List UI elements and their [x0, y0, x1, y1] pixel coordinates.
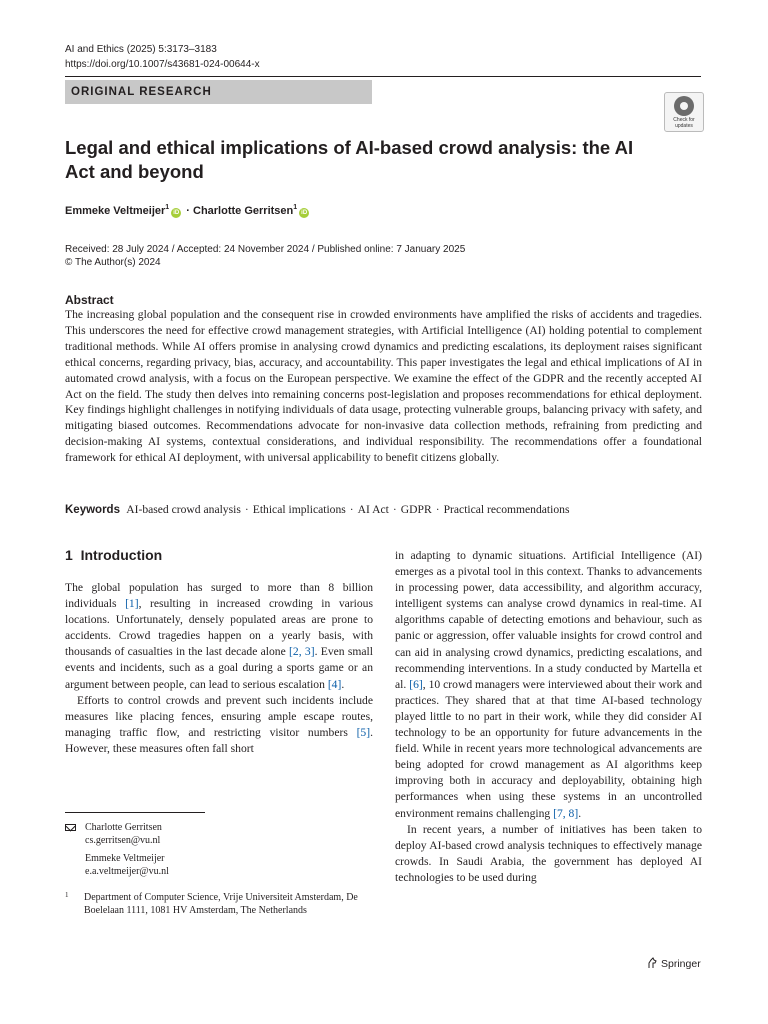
citation-link[interactable]: [6] [409, 677, 423, 691]
abstract-heading: Abstract [65, 293, 114, 307]
keyword-separator: · [349, 503, 354, 516]
author-separator: · [186, 205, 190, 217]
paragraph-text: . [341, 677, 345, 691]
publication-dates [65, 243, 465, 269]
contact-name: Emmeke Veltmeijer [85, 853, 165, 864]
citation-link[interactable]: [1] [125, 597, 139, 611]
keyword-separator: · [392, 503, 397, 516]
crossmark-label: Check for updates [673, 117, 695, 129]
keyword: Ethical implications [252, 503, 346, 516]
left-column [65, 580, 373, 757]
section-number: 1 [65, 547, 73, 563]
affiliation-footnote [65, 891, 365, 917]
author-name[interactable]: Emmeke Veltmeijer [65, 205, 166, 217]
history-dates: Received: 28 July 2024 / Accepted: 24 November 2024 / Published online: 7 January 2025 [65, 244, 466, 255]
contact-name: Charlotte Gerritsen [85, 822, 162, 833]
orcid-icon[interactable]: iD [301, 210, 308, 216]
paragraph [65, 693, 373, 757]
contact-entry [85, 852, 169, 878]
paragraph-text: . [578, 806, 582, 820]
contact-email[interactable]: e.a.veltmeijer@vu.nl [85, 866, 169, 877]
contact-entry [85, 821, 169, 847]
keywords-line [65, 503, 702, 516]
citation-link[interactable]: [7, 8] [553, 806, 579, 820]
footnote-rule [65, 812, 205, 813]
orcid-icon[interactable]: iD [173, 210, 180, 216]
right-column [395, 548, 702, 886]
citation-link[interactable]: [2, 3] [289, 645, 315, 659]
affiliation-number: 1 [65, 891, 69, 899]
paragraph-text: The global population has surged to more than 8 billion individuals [65, 581, 373, 611]
paragraph [395, 548, 702, 822]
keyword: Practical recommendations [443, 503, 570, 516]
paragraph-text: , resulting in increased crowding in various locations. Unfortunately, densely populated areas are prone to accidents. Crowd tragedies happen on a yearly basis, with thousands of casualties in the last decade alone [65, 597, 373, 659]
crossmark-icon [674, 96, 694, 116]
section-title: Introduction [80, 547, 163, 563]
keyword: AI-based crowd analysis [126, 503, 241, 516]
author-affiliation-mark: 1 [293, 204, 298, 211]
keyword-separator: · [435, 503, 440, 516]
paragraph [65, 580, 373, 693]
paragraph-text: Efforts to control crowds and prevent such incidents include measures like placing fences, ensuring ample escape routes, managing traffic flow, and restricting visitor numbers [65, 693, 373, 739]
springer-horse-icon [646, 957, 658, 969]
article-type-banner: ORIGINAL RESEARCH [65, 80, 372, 104]
section-heading [65, 547, 162, 563]
paragraph-text: . Even small events and incidents, such as a goal during a sports game or an argument between people, can lead to serious escalation [65, 645, 373, 691]
journal-citation: AI and Ethics (2025) 5:3173–3183 [65, 44, 217, 55]
citation-link[interactable]: [5] [356, 725, 371, 739]
doi-link[interactable]: https://doi.org/10.1007/s43681-024-00644-x [65, 59, 260, 70]
keyword: AI Act [357, 503, 389, 516]
header-rule [65, 76, 701, 77]
copyright-line: © The Author(s) 2024 [65, 257, 161, 268]
citation-link[interactable]: [4] [327, 677, 342, 691]
paragraph [395, 822, 702, 886]
publisher-logo[interactable] [646, 957, 701, 970]
author-affiliation-mark: 1 [165, 204, 170, 211]
contact-email[interactable]: cs.gerritsen@vu.nl [85, 835, 161, 846]
paragraph-text: In recent years, a number of initiatives has been taken to deploy AI-based crowd analysis techniques to effectively manage crowds. In Saudi Arabia, the government has deployed AI technologies to be used during [395, 822, 702, 884]
keywords-label: Keywords [65, 504, 120, 516]
paragraph-text: . However, these measures often fall short [65, 725, 373, 755]
crossmark-badge[interactable] [664, 92, 704, 132]
author-list [65, 204, 311, 218]
publisher-name: Springer [661, 958, 701, 970]
keyword: GDPR [400, 503, 432, 516]
paragraph-text: in adapting to dynamic situations. Artificial Intelligence (AI) emerges as a pivotal tool in this context. Thanks to advancements in processing power, data accessibility, and algorithm accuracy, intelligent systems can analyse crowd dynamics in real-time. AI algorithms capable of detecting emotions and behaviour, such as panic or aggression, offer valuable insights for crowd control and can aid in analysing crowd dynamics, predicting escalations, and recommending interventions. In a study conducted by Martella et al. [395, 549, 702, 691]
mail-icon [65, 824, 76, 831]
abstract-text: The increasing global population and the consequent rise in crowded environments have amplified the risks of accidents and tragedies. This underscores the need for effective crowd management strategies, with Artificial Intelligence (AI) holding potential to complement traditional methods. While AI offers promise in analysing crowd dynamics and predicting escalations, its deployment raises significant ethical concerns, regarding privacy, bias, accuracy, and accountability. This paper investigates the legal and ethical implications of AI in automated crowd analysis, with a focus on the European perspective. We examine the effect of the GDPR and the recently accepted AI Act on the field. The study then delves into remaining concerns post-legislation and proposes recommendations for ethical deployment. Key findings highlight challenges in notifying individuals of data usage, protecting vulnerable groups, balancing privacy with safety, and mitigating biased outcomes. Recommendations advocate for non-invasive data collection methods, refraining from predicting and decision-making AI systems, contextual considerations, and individual responsibility. The recommendations offer a foundational framework for ethical AI deployment, with universal applicability to benefit citizens globally. [65, 308, 702, 465]
journal-citation-block [65, 42, 260, 72]
keyword-separator: · [244, 503, 249, 516]
paragraph-text: , 10 crowd managers were interviewed about their work and practices. They shared that at that time AI-based technology played little to no part in their work, while they did consider AI technology to be an opportunity for future advancements in the field. While in recent years more technological advancements are being adopted for crowd management as AI algorithms keep improving both in accuracy and deployability, obtaining high performances when using these systems in an uncontrolled environment remains challenging [395, 677, 702, 820]
affiliation-text: Department of Computer Science, Vrije Universiteit Amsterdam, De Boelelaan 1111, 1081 HV Amsterdam, The Netherlands [84, 892, 358, 916]
paper-title: Legal and ethical implications of AI-based crowd analysis: the AI Act and beyond [65, 137, 634, 182]
corresponding-author-block [65, 821, 169, 878]
author-name[interactable]: Charlotte Gerritsen [193, 205, 294, 217]
